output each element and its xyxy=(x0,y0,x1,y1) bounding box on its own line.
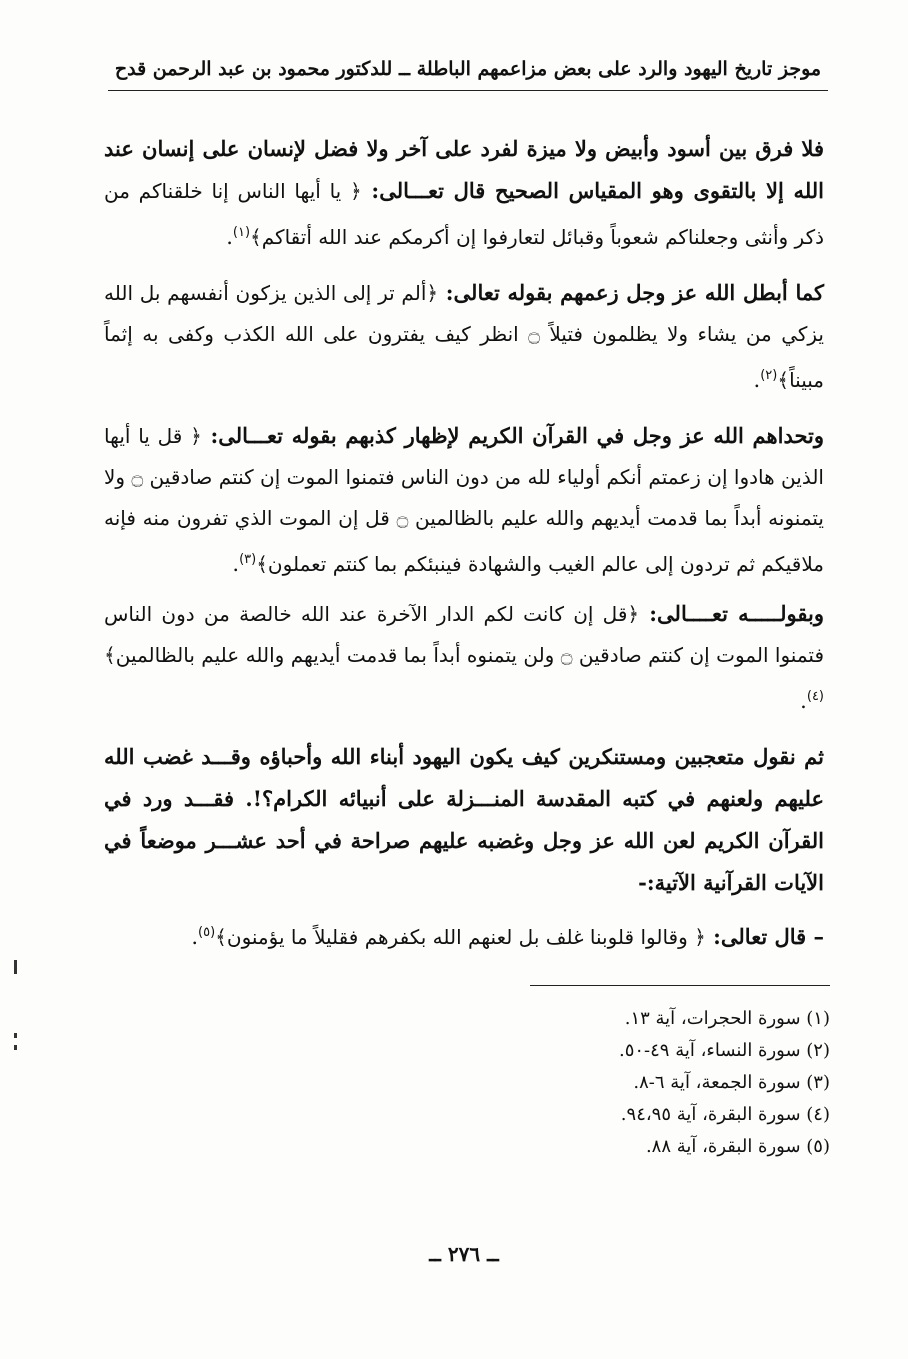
scan-artifact-mark xyxy=(14,960,17,974)
paragraph-text: وتحداهم الله عز وجل في القرآن الكريم لإظهار كذبهم بقوله تعـــالى: xyxy=(201,423,825,448)
footnote-separator xyxy=(530,985,830,986)
paragraph-verse-list-item xyxy=(104,912,824,958)
footnote-item: (٥) سورة البقرة، آية ٨٨. xyxy=(645,1136,830,1157)
quran-quote: ﴿ قل يا أيها الذين هادوا إن زعمتم أنكم أولياء لله من دون الناس فتمنوا الموت إن كنتم صادقين ۝ ولا يتمنونه أبداً بما قدمت أيديهم والله عليم بالظالمين ۝ قل إن الموت الذي تفرون منه فإنه ملاقيكم ثم تردون إلى عالم الغيب والشهادة فينبئكم بما كنتم تعملون﴾ xyxy=(104,424,825,576)
paragraph-second-verse xyxy=(104,593,824,722)
paragraph-equality xyxy=(104,128,824,258)
footnote-ref: (١) xyxy=(232,225,251,240)
scan-artifact-mark xyxy=(14,1033,17,1038)
paragraph-text: – قال تعالى: xyxy=(705,924,824,949)
paragraph-text: وبقولـــــه تعــــالى: xyxy=(639,601,824,626)
footnote-ref: (٥) xyxy=(198,925,216,940)
paragraph-challenge xyxy=(104,415,824,585)
punctuation: . xyxy=(753,368,761,392)
footnotes-list xyxy=(470,1003,830,1163)
running-header: موجز تاريخ اليهود والرد على بعض مزاعمهم الباطلة ــ للدكتور محمود بن عبد الرحمن قدح xyxy=(108,58,828,91)
punctuation: . xyxy=(226,225,233,249)
quran-quote: ﴿قل إن كانت لكم الدار الآخرة عند الله خالصة من دون الناس فتمنوا الموت إن كنتم صادقين ۝ ولن يتمنوه أبداً بما قدمت أيديهم والله عليم بالظالمين﴾ xyxy=(104,602,824,667)
quran-quote: ﴿ألم تر إلى الذين يزكون أنفسهم بل الله يزكي من يشاء ولا يظلمون فتيلاً ۝ انظر كيف يفترون على الله الكذب وكفى به إثماً مبيناً﴾ xyxy=(104,281,824,392)
footnote-ref: (٣) xyxy=(239,552,257,567)
footnote-item: (١) سورة الحجرات، آية ١٣. xyxy=(624,1008,830,1029)
footnote-ref: (٤) xyxy=(806,689,824,704)
footnote-item: (٤) سورة البقرة، آية ٩٤،٩٥. xyxy=(620,1104,830,1125)
paragraph-text: كما أبطل الله عز وجل زعمهم بقوله تعالى: xyxy=(438,280,824,305)
paragraph-refutation xyxy=(104,272,824,401)
punctuation: . xyxy=(191,925,199,949)
paragraph-text: ثم نقول متعجبين ومستنكرين كيف يكون اليهود أبناء الله وأحباؤه وقـــد غضب الله عليهم ولعنهم في كتبه المقدسة المنـــزلة على أنبيائه الكرام؟!. فقـــد ورد في القرآن الكريم لعن الله عز وجل وغضبه عليهم صراحة في أحد عشـــر موضعاً في الآيات القرآنية الآتية:- xyxy=(104,744,824,895)
paragraph-text: فلا فرق بين أسود وأبيض ولا ميزة لفرد على آخر ولا فضل لإنسان على إنسان عند الله إلا بالتقوى وهو المقياس الصحيح قال تعـــالى: xyxy=(104,136,825,203)
body-text xyxy=(104,128,824,972)
footnote-item: (٢) سورة النساء، آية ٤٩-٥٠. xyxy=(618,1040,830,1061)
footnote-item: (٣) سورة الجمعة، آية ٦-٨. xyxy=(633,1072,830,1093)
quran-quote: ﴿ وقالوا قلوبنا غلف بل لعنهم الله بكفرهم فقليلاً ما يؤمنون﴾ xyxy=(215,925,706,949)
footnote-ref: (٢) xyxy=(760,368,778,383)
scan-artifact-mark xyxy=(14,1045,17,1050)
quran-quote: ﴿ يا أيها الناس إنا خلقناكم من ذكر وأنثى وجعلناكم شعوباً وقبائل لتعارفوا إن أكرمكم عند الله أتقاكم﴾ xyxy=(104,179,824,249)
paragraph-wrath xyxy=(104,736,824,904)
punctuation: . xyxy=(232,552,240,576)
punctuation: . xyxy=(800,689,807,713)
page-number: ــ ٢٧٦ ــ xyxy=(429,1242,499,1266)
